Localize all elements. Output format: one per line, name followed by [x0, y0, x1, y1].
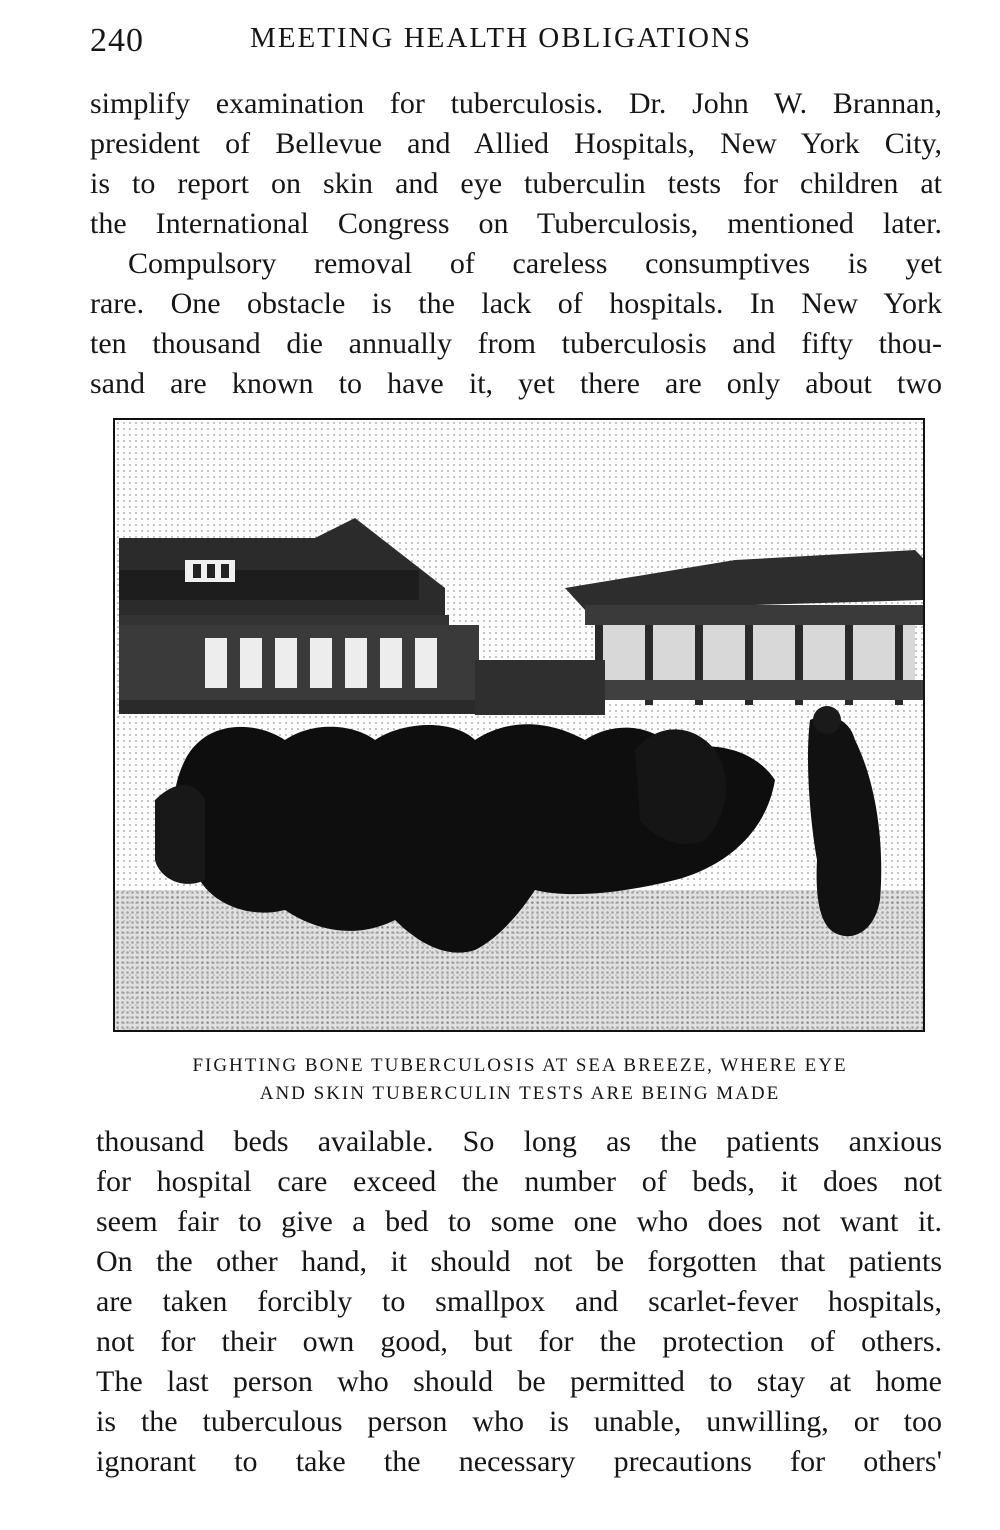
caption-line: FIGHTING BONE TUBERCULOSIS AT SEA BREEZE, WHERE EYE [192, 1055, 848, 1076]
text-line: rare. One obstacle is the lack of hospitals. In New York [90, 287, 942, 320]
text-line: thousand beds available. So long as the patients anxious [96, 1125, 942, 1158]
text-line: for hospital care exceed the number of beds, it does not [96, 1165, 942, 1198]
text-line: president of Bellevue and Allied Hospitals, New York City, [90, 127, 942, 160]
running-title: MEETING HEALTH OBLIGATIONS [250, 22, 752, 54]
text-line: not for their own good, but for the protection of others. [96, 1325, 942, 1358]
figure-caption [100, 1052, 940, 1108]
text-line: ten thousand die annually from tuberculosis and fifty thou- [90, 327, 942, 360]
text-line: are taken forcibly to smallpox and scarlet-fever hospitals, [96, 1285, 942, 1318]
paragraph-1 [90, 84, 942, 244]
text-line: is the tuberculous person who is unable, unwilling, or too [96, 1405, 942, 1438]
text-line: sand are known to have it, yet there are only about two [90, 367, 942, 400]
paragraph-2-continued [96, 1122, 942, 1482]
text-line: the International Congress on Tuberculosis, mentioned later. [90, 207, 942, 240]
paragraph-2-start [90, 244, 942, 404]
text-line: ignorant to take the necessary precautions for others' [96, 1445, 942, 1478]
text-line: seem fair to give a bed to some one who does not want it. [96, 1205, 942, 1238]
body-text-bottom [96, 1122, 942, 1482]
body-text-top [90, 84, 942, 404]
text-line: simplify examination for tuberculosis. Dr. John W. Brannan, [90, 87, 942, 120]
sea-breeze-photo [115, 420, 923, 1030]
page-number: 240 [90, 22, 144, 59]
text-line: is to report on skin and eye tuberculin tests for children at [90, 167, 942, 200]
halftone-photograph [113, 418, 925, 1032]
running-head [90, 18, 950, 62]
middle-building [475, 660, 605, 715]
caption-line: AND SKIN TUBERCULIN TESTS ARE BEING MADE [259, 1083, 781, 1104]
text-line: On the other hand, it should not be forgotten that patients [96, 1245, 942, 1278]
text-line: The last person who should be permitted to stay at home [96, 1365, 942, 1398]
text-line: Compulsory removal of careless consumptives is yet [128, 247, 942, 280]
